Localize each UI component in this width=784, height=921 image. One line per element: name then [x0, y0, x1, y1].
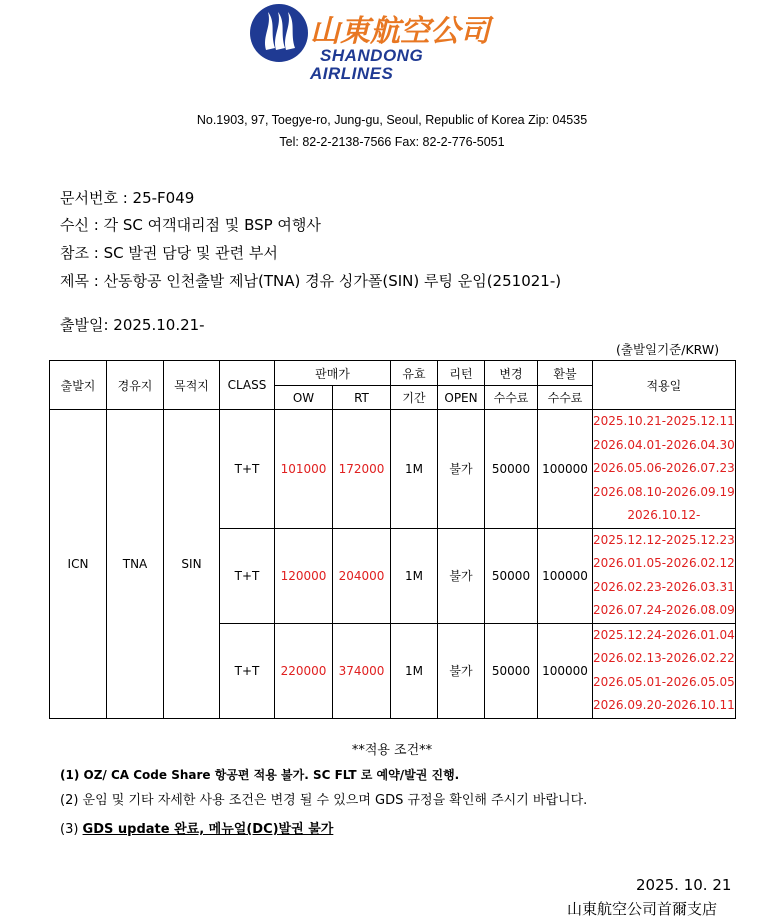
- date-range: 2025.10.21-2025.12.11: [593, 414, 735, 428]
- fare-table: [49, 360, 736, 719]
- header-via: 경유지: [107, 361, 164, 410]
- conditions-title: **적용 조건**: [351, 743, 433, 758]
- date-range: 2026.02.13-2026.02.22: [593, 651, 735, 665]
- header-origin: 출발지: [50, 361, 107, 410]
- open-return-cell: 불가: [438, 623, 485, 718]
- header-apply-dates: 적용일: [593, 361, 736, 410]
- date-range: 2026.08.10-2026.09.19: [593, 484, 735, 499]
- issue-date: 2025. 10. 21: [636, 876, 732, 894]
- header-ow: OW: [275, 386, 333, 410]
- address-line: No.1903, 97, Toegye-ro, Jung-gu, Seoul, Republic of Korea Zip: 04535: [196, 113, 588, 127]
- header-change-1: 변경: [485, 361, 538, 386]
- condition-1: (1) OZ/ CA Code Share 항공편 적용 불가. SC FLT 로 예약/발권 진행.: [60, 768, 460, 782]
- header-destination: 목적지: [164, 361, 220, 410]
- rt-fare-cell: 374000: [333, 623, 391, 718]
- phone-fax-line: Tel: 82-2-2138-7566 Fax: 82-2-776-5051: [279, 135, 505, 149]
- condition-3-prefix: (3): [60, 822, 83, 837]
- header-return-2: OPEN: [438, 386, 485, 410]
- header-validity-2: 기간: [391, 386, 438, 410]
- header-fare: 판매가: [275, 361, 391, 386]
- date-range: 2026.01.05-2026.02.12: [593, 556, 735, 570]
- refund-fee-cell: 100000: [538, 623, 593, 718]
- header-refund-2: 수수료: [538, 386, 593, 410]
- airline-logo: [248, 0, 538, 90]
- date-range: 2026.10.12-: [627, 508, 701, 522]
- date-range: 2026.05.01-2026.05.05: [593, 674, 735, 689]
- change-fee-cell: 50000: [485, 623, 538, 718]
- rt-fare-cell: 172000: [333, 410, 391, 529]
- validity-cell: 1M: [391, 528, 438, 623]
- ow-fare-cell: 220000: [275, 623, 333, 718]
- open-return-cell: 불가: [438, 528, 485, 623]
- date-range: 2025.12.24-2026.01.04: [593, 627, 735, 642]
- rt-fare-cell: 204000: [333, 528, 391, 623]
- class-cell: T+T: [220, 528, 275, 623]
- header-validity-1: 유효: [391, 361, 438, 386]
- apply-dates-cell: [593, 410, 736, 529]
- header-rt: RT: [333, 386, 391, 410]
- document-number: 문서번호 : 25-F049: [60, 189, 195, 207]
- via-cell: TNA: [107, 410, 164, 719]
- date-range: 2026.04.01-2026.04.30: [593, 437, 735, 452]
- date-range: 2026.05.06-2026.07.23: [593, 461, 735, 475]
- logo-chinese-name: 山東航空公司: [310, 14, 490, 49]
- subject: 제목 : 산동항공 인천출발 제남(TNA) 경유 싱가폴(SIN) 루팅 운임(251021-): [60, 272, 562, 290]
- origin-cell: ICN: [50, 410, 107, 719]
- reference: 참조 : SC 발권 담당 및 관련 부서: [60, 244, 278, 262]
- departure-date: 출발일: 2025.10.21-: [60, 316, 205, 334]
- ow-fare-cell: 101000: [275, 410, 333, 529]
- logo-english-name-line1: SHANDONG: [320, 46, 424, 65]
- validity-cell: 1M: [391, 623, 438, 718]
- apply-dates-cell: [593, 623, 736, 718]
- table-row: [50, 410, 736, 529]
- validity-cell: 1M: [391, 410, 438, 529]
- date-range: 2026.02.23-2026.03.31: [593, 579, 735, 594]
- condition-2: (2) 운임 및 기타 자세한 사용 조건은 변경 될 수 있으며 GDS 규정을 확인해 주시기 바랍니다.: [60, 793, 588, 808]
- date-range: 2025.12.12-2025.12.23: [593, 532, 735, 547]
- date-range: 2026.09.20-2026.10.11: [593, 698, 735, 712]
- class-cell: T+T: [220, 623, 275, 718]
- refund-fee-cell: 100000: [538, 528, 593, 623]
- apply-dates-cell: [593, 528, 736, 623]
- ow-fare-cell: 120000: [275, 528, 333, 623]
- header-refund-1: 환불: [538, 361, 593, 386]
- header-return-1: 리턴: [438, 361, 485, 386]
- class-cell: T+T: [220, 410, 275, 529]
- destination-cell: SIN: [164, 410, 220, 719]
- change-fee-cell: 50000: [485, 410, 538, 529]
- bird-logo-icon: [248, 2, 310, 64]
- open-return-cell: 불가: [438, 410, 485, 529]
- refund-fee-cell: 100000: [538, 410, 593, 529]
- condition-3-emphasis: GDS update 완료, 메뉴얼(DC)발권 불가: [82, 822, 334, 837]
- header-class: CLASS: [220, 361, 275, 410]
- change-fee-cell: 50000: [485, 528, 538, 623]
- currency-note: (출발일기준/KRW): [616, 342, 720, 357]
- header-change-2: 수수료: [485, 386, 538, 410]
- condition-3: [60, 818, 333, 837]
- recipient: 수신 : 각 SC 여객대리점 및 BSP 여행사: [60, 216, 321, 234]
- issuing-office: 山東航空公司首爾支店: [567, 900, 718, 918]
- date-range: 2026.07.24-2026.08.09: [593, 603, 735, 617]
- logo-english-name-line2: AIRLINES: [310, 64, 394, 83]
